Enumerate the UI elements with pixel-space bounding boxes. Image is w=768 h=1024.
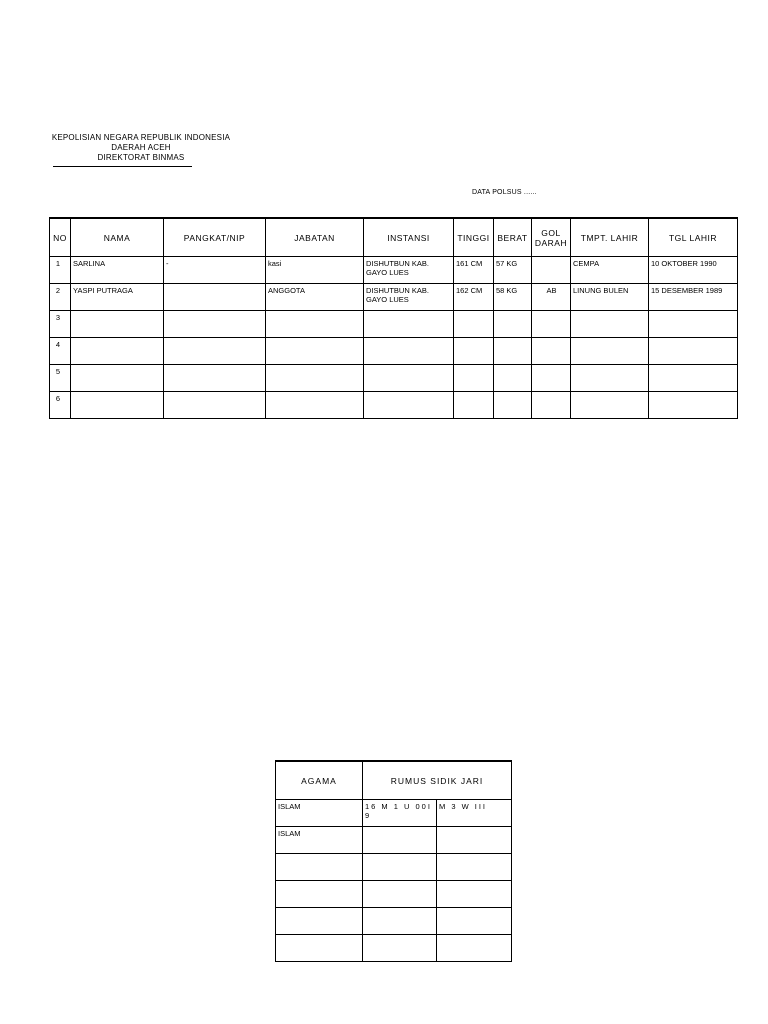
cell-tgl: 10 OKTOBER 1990 [649, 257, 738, 284]
cell-agama [276, 935, 363, 962]
cell-agama [276, 881, 363, 908]
cell-jabatan: kasi [266, 257, 364, 284]
cell-pangkat [164, 365, 266, 392]
document-header [50, 133, 232, 163]
cell-instansi [364, 365, 454, 392]
cell-tinggi [454, 392, 494, 419]
cell-tmpt [571, 311, 649, 338]
table-row [50, 257, 738, 284]
cell-instansi [364, 284, 454, 311]
cell-agama [276, 908, 363, 935]
cell-berat [494, 311, 532, 338]
table-row [276, 908, 512, 935]
table-row [276, 827, 512, 854]
cell-gol [532, 311, 571, 338]
col-header-agama: AGAMA [276, 761, 363, 800]
cell-berat: 58 KG [494, 284, 532, 311]
cell-tmpt [571, 365, 649, 392]
cell-berat [494, 365, 532, 392]
cell-instansi [364, 392, 454, 419]
cell-rumus2 [437, 908, 512, 935]
cell-tmpt: LINUNG BULEN [571, 284, 649, 311]
table-row [276, 935, 512, 962]
cell-nama [71, 365, 164, 392]
col-header-jabatan: JABATAN [266, 218, 364, 257]
cell-nama [71, 311, 164, 338]
cell-agama [276, 854, 363, 881]
cell-instansi [364, 257, 454, 284]
cell-rumus1 [363, 854, 437, 881]
cell-pangkat [164, 311, 266, 338]
cell-instansi-line2: GAYO LUES [366, 268, 409, 277]
cell-nama: SARLINA [71, 257, 164, 284]
header-institution: KEPOLISIAN NEGARA REPUBLIK INDONESIA [51, 133, 231, 142]
table-row [50, 311, 738, 338]
cell-tinggi: 162 CM [454, 284, 494, 311]
col-header-gol-darah [532, 218, 571, 257]
cell-rumus1 [363, 908, 437, 935]
cell-pangkat [164, 284, 266, 311]
cell-rumus2 [437, 854, 512, 881]
cell-no: 1 [50, 257, 71, 284]
cell-agama: ISLAM [276, 827, 363, 854]
cell-instansi [364, 311, 454, 338]
table-row [276, 854, 512, 881]
col-header-tgl-lahir: TGL LAHIR [649, 218, 738, 257]
cell-jabatan [266, 311, 364, 338]
header-underline [53, 166, 192, 167]
table-row [276, 881, 512, 908]
table-row [50, 365, 738, 392]
cell-pangkat: - [164, 257, 266, 284]
cell-berat [494, 338, 532, 365]
col-header-pangkat: PANGKAT/NIP [164, 218, 266, 257]
cell-instansi-line2: GAYO LUES [366, 295, 409, 304]
table-header-row [50, 218, 738, 257]
col-header-tmpt-lahir: TMPT. LAHIR [571, 218, 649, 257]
col-header-instansi: INSTANSI [364, 218, 454, 257]
col-header-darah: DARAH [534, 237, 568, 248]
cell-no: 4 [50, 338, 71, 365]
cell-tgl: 15 DESEMBER 1989 [649, 284, 738, 311]
cell-rumus2 [437, 881, 512, 908]
cell-berat: 57 KG [494, 257, 532, 284]
cell-gol [532, 365, 571, 392]
cell-nama [71, 392, 164, 419]
cell-rumus1: 16 M 1 U 00I 9 [363, 800, 437, 827]
cell-nama [71, 338, 164, 365]
cell-tmpt: CEMPA [571, 257, 649, 284]
cell-tmpt [571, 392, 649, 419]
cell-jabatan [266, 392, 364, 419]
cell-instansi-line1: DISHUTBUN KAB. [366, 259, 429, 268]
cell-instansi-line1: DISHUTBUN KAB. [366, 286, 429, 295]
religion-fingerprint-table [275, 760, 512, 962]
cell-no: 3 [50, 311, 71, 338]
col-header-tinggi: TINGGI [454, 218, 494, 257]
table-row [276, 800, 512, 827]
cell-jabatan: ANGGOTA [266, 284, 364, 311]
personnel-table [49, 217, 738, 419]
cell-no: 5 [50, 365, 71, 392]
cell-no: 2 [50, 284, 71, 311]
cell-berat [494, 392, 532, 419]
cell-pangkat [164, 338, 266, 365]
header-region: DAERAH ACEH [111, 143, 171, 152]
cell-rumus2: M 3 W III [437, 800, 512, 827]
cell-rumus2 [437, 827, 512, 854]
cell-tinggi [454, 338, 494, 365]
data-polsus-label: DATA POLSUS ...... [472, 189, 537, 196]
cell-tgl [649, 392, 738, 419]
cell-rumus2 [437, 935, 512, 962]
cell-pangkat [164, 392, 266, 419]
table-row [50, 284, 738, 311]
cell-tinggi: 161 CM [454, 257, 494, 284]
cell-gol [532, 338, 571, 365]
col-header-berat: BERAT [494, 218, 532, 257]
cell-no: 6 [50, 392, 71, 419]
col-header-no: NO [50, 218, 71, 257]
header-directorate: DIREKTORAT BINMAS [97, 153, 185, 162]
cell-tgl [649, 365, 738, 392]
col-header-nama: NAMA [71, 218, 164, 257]
cell-gol: AB [532, 284, 571, 311]
table-header-row [276, 761, 512, 800]
cell-tgl [649, 311, 738, 338]
col-header-gol: GOL [541, 227, 561, 238]
cell-rumus1 [363, 935, 437, 962]
table-row [50, 392, 738, 419]
table-row [50, 338, 738, 365]
cell-tinggi [454, 365, 494, 392]
cell-tgl [649, 338, 738, 365]
cell-jabatan [266, 338, 364, 365]
cell-instansi [364, 338, 454, 365]
cell-rumus1 [363, 827, 437, 854]
cell-gol [532, 392, 571, 419]
cell-gol [532, 257, 571, 284]
cell-rumus1 [363, 881, 437, 908]
cell-jabatan [266, 365, 364, 392]
cell-tinggi [454, 311, 494, 338]
col-header-rumus: RUMUS SIDIK JARI [363, 761, 512, 800]
cell-nama: YASPI PUTRAGA [71, 284, 164, 311]
cell-agama: ISLAM [276, 800, 363, 827]
cell-tmpt [571, 338, 649, 365]
